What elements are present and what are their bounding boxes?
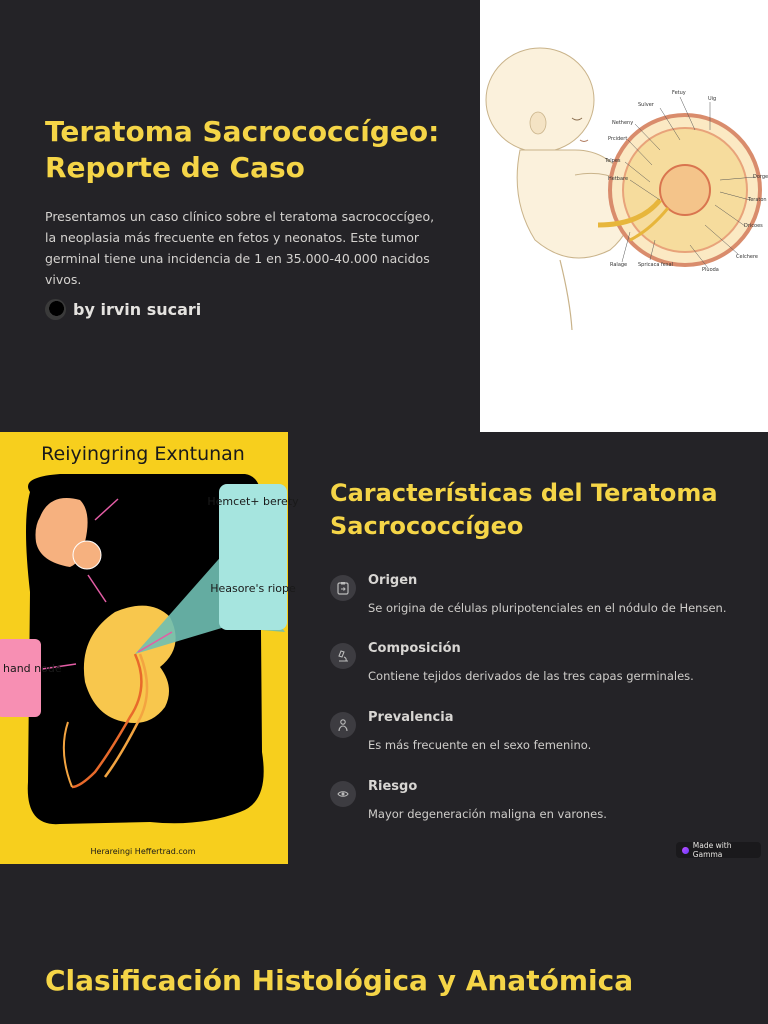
callout-bottom-label: Heasore's riope <box>210 582 296 595</box>
label-dricoes: Dricoes <box>744 223 763 229</box>
label-dorge: Dorge <box>753 174 768 180</box>
slide3-title: Clasificación Histológica y Anatómica <box>45 964 634 997</box>
side-label: hand node <box>3 662 62 675</box>
feature-text: Mayor degeneración maligna en varones. <box>368 807 607 821</box>
author-name: by irvin sucari <box>73 300 202 319</box>
author-byline[interactable] <box>45 299 201 320</box>
callout-top-label: Hemcet+ berety <box>207 495 299 508</box>
slide1-title: Teratoma Sacrococcígeo: Reporte de Caso <box>45 115 440 184</box>
feature-heading: Riesgo <box>368 779 418 794</box>
feature-heading: Prevalencia <box>368 710 454 725</box>
label-netheny: Netheny <box>612 120 634 126</box>
slide1-description: Presentamos un caso clínico sobre el teratoma sacrococcígeo, la neoplasia más frecuente en fetos y neonatos. Este tumor germinal tiene una incidencia de 1 en 35.000-40.000 nacidos vivos. <box>45 209 435 287</box>
microscope-icon <box>330 643 356 669</box>
slide2-title: Características del Teratoma Sacrococcígeo <box>330 479 718 540</box>
feature-text: Se origina de células pluripotenciales en el nódulo de Hensen. <box>368 601 727 615</box>
feature-heading: Composición <box>368 641 461 656</box>
label-spricaca: Spricaca fesal <box>638 262 673 268</box>
feature-heading: Origen <box>368 573 418 588</box>
label-uig: Uig <box>708 96 717 102</box>
feature-text: Contiene tejidos derivados de las tres capas germinales. <box>368 669 694 683</box>
made-with-gamma-badge[interactable] <box>676 842 761 858</box>
label-telpes: Telpes <box>605 158 621 164</box>
feature-text: Es más frecuente en el sexo femenino. <box>368 738 592 752</box>
illustration-title: Reiyingring Exntunan <box>41 443 245 465</box>
avatar <box>45 299 66 320</box>
illustration-credit: Herareingi Heffertrad.com <box>90 847 196 856</box>
warning-icon <box>330 781 356 807</box>
label-ralage: Ralage <box>610 262 628 268</box>
label-pluoda: Pluoda <box>702 267 719 273</box>
badge-label: Made with Gamma <box>692 841 732 859</box>
label-fetuy: Fetuy <box>672 90 686 96</box>
label-teraton: Teraton <box>748 197 767 203</box>
gamma-logo-icon <box>682 847 689 854</box>
label-celchere: Celchere <box>736 254 758 260</box>
person-icon <box>330 712 356 738</box>
label-hetbare: Hetbare <box>608 176 629 182</box>
clipboard-icon <box>330 575 356 601</box>
label-prcidert: Prcidert <box>608 136 628 142</box>
fetus-anatomy-illustration <box>480 0 768 432</box>
label-sulver: Sulver <box>638 102 654 108</box>
embryo-development-illustration <box>0 432 299 864</box>
